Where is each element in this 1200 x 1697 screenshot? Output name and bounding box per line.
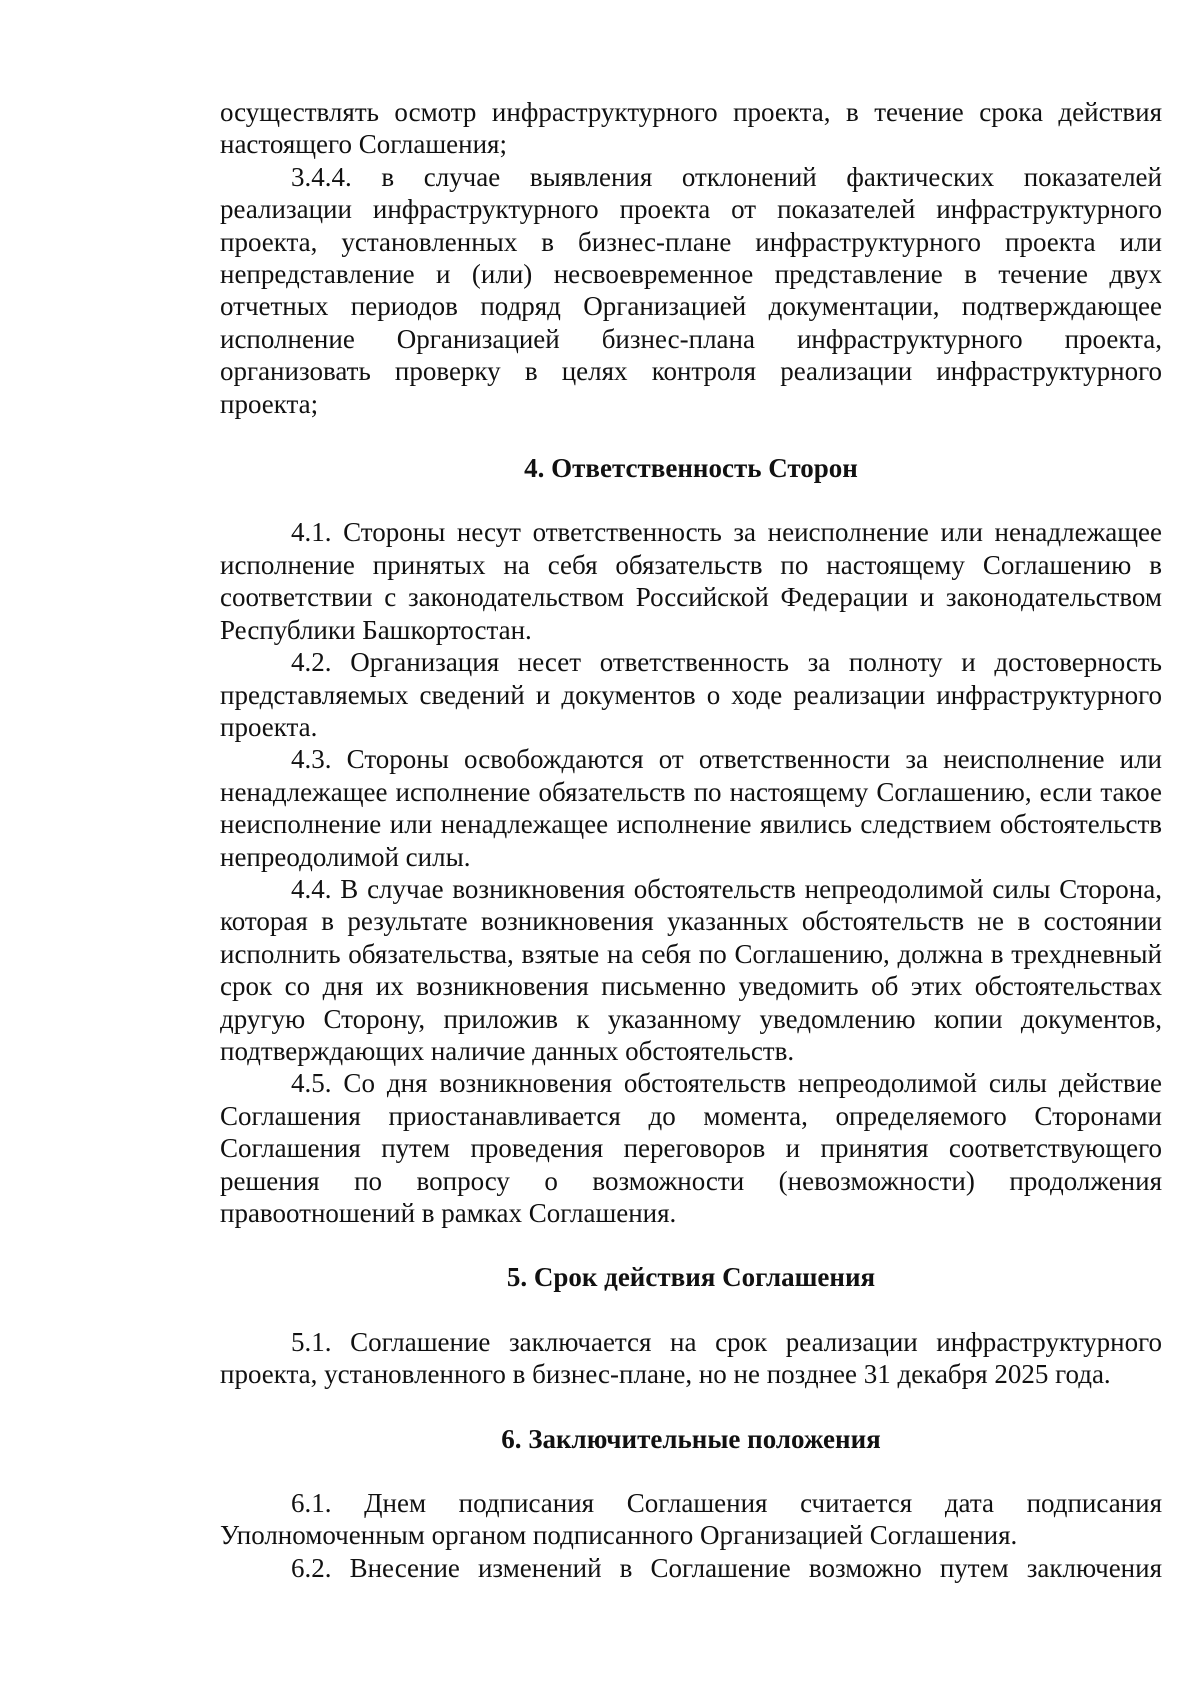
paragraph-4-1: 4.1. Стороны несут ответственность за неисполнение или ненадлежащее исполнение принятых на себя обязательств по настоящему Соглашению в соответствии с законодательством Российской Федерации и законодательством Республики Башкортостан. — [220, 517, 1162, 645]
paragraph-3-4-3-tail: осуществлять осмотр инфраструктурного проекта, в течение срока действия настоящего Соглашения; — [220, 97, 1162, 160]
paragraph-6-1: 6.1. Днем подписания Соглашения считается дата подписания Уполномоченным органом подписанного Организацией Соглашения. — [220, 1488, 1162, 1551]
paragraph-5-1: 5.1. Соглашение заключается на срок реализации инфраструктурного проекта, установленного в бизнес-плане, но не позднее 31 декабря 2025 года. — [220, 1326, 1162, 1390]
paragraph-3-4-4: 3.4.4. в случае выявления отклонений фактических показателей реализации инфраструктурного проекта от показателей инфраструктурного проекта, установленных в бизнес-плане инфраструктурного проекта или непредставление и (или) несвоевременное представление в течение двух отчетных периодов подряд Организацией документации, подтверждающее исполнение Организацией бизнес-плана инфраструктурного проекта, организовать проверку в целях контроля реализации инфраструктурного проекта; — [220, 161, 1162, 419]
paragraph-4-4: 4.4. В случае возникновения обстоятельств непреодолимой силы Сторона, которая в результате возникновения указанных обстоятельств не в состоянии исполнить обязательства, взятые на себя по Соглашению, должна в трехдневный срок со дня их возникновения письменно уведомить об этих обстоятельствах другую Сторону, приложив к указанному уведомлению копии документов, подтверждающих наличие данных обстоятельств. — [220, 873, 1162, 1066]
document-page — [220, 96, 1162, 1584]
paragraph-4-3: 4.3. Стороны освобождаются от ответственности за неисполнение или ненадлежащее исполнение обязательств по настоящему Соглашению, если такое неисполнение или ненадлежащее исполнение явились следствием обстоятельств непреодолимой силы. — [220, 744, 1162, 872]
paragraph-4-5: 4.5. Со дня возникновения обстоятельств непреодолимой силы действие Соглашения приостанавливается до момента, определяемого Сторонами Соглашения путем проведения переговоров и принятия соответствующего решения по вопросу о возможности (невозможности) продолжения правоотношений в рамках Соглашения. — [220, 1068, 1162, 1228]
section-5-heading: 5. Срок действия Соглашения — [506, 1262, 876, 1293]
paragraph-4-2: 4.2. Организация несет ответственность за полноту и достоверность представляемых сведений и документов о ходе реализации инфраструктурного проекта. — [220, 647, 1162, 742]
section-6-heading: 6. Заключительные положения — [501, 1423, 881, 1454]
paragraph-6-2: 6.2. Внесение изменений в Соглашение возможно путем заключения — [291, 1552, 1162, 1583]
section-4-heading: 4. Ответственность Сторон — [524, 453, 858, 484]
